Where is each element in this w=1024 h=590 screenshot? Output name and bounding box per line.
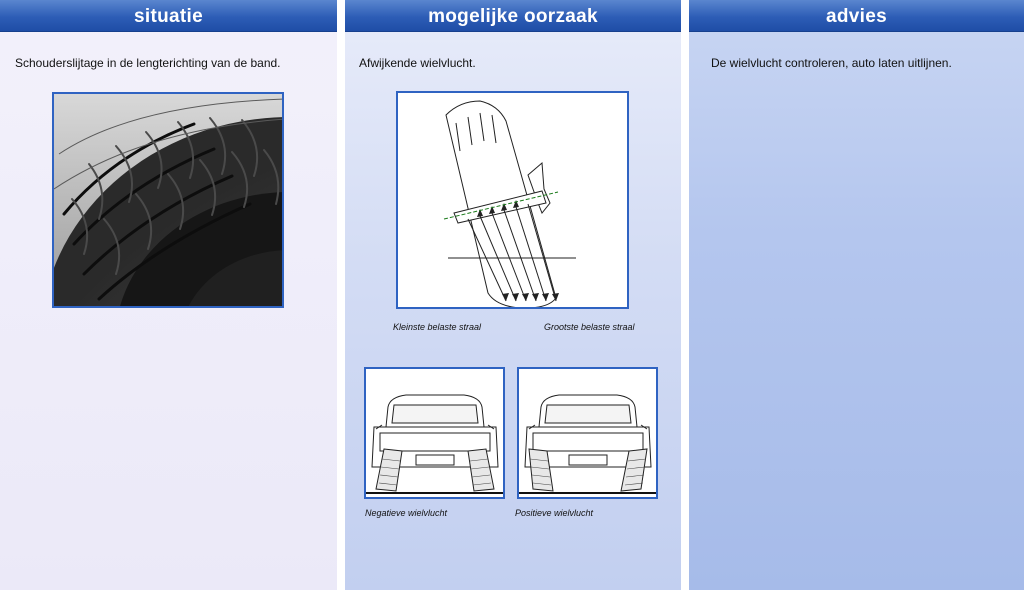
advice-header: advies [689, 0, 1024, 32]
tire-wear-photo [52, 92, 284, 308]
cause-text: Afwijkende wielvlucht. [359, 56, 476, 70]
caption-largest-radius: Grootste belaste straal [544, 322, 635, 332]
advice-column [689, 0, 1024, 590]
situation-text: Schouderslijtage in de lengterichting van de band. [15, 56, 281, 70]
caption-negative-camber: Negatieve wielvlucht [365, 508, 448, 518]
situation-header: situatie [0, 0, 337, 32]
situation-column [0, 0, 337, 590]
caption-positive-camber: Positieve wielvlucht [515, 508, 594, 518]
cause-column [345, 0, 681, 590]
positive-camber-car [517, 367, 658, 499]
caption-smallest-radius: Kleinste belaste straal [393, 322, 482, 332]
camber-diagram [396, 91, 629, 309]
advice-text: De wielvlucht controleren, auto laten uitlijnen. [711, 56, 952, 70]
negative-camber-car [364, 367, 505, 499]
cause-header: mogelijke oorzaak [345, 0, 681, 32]
